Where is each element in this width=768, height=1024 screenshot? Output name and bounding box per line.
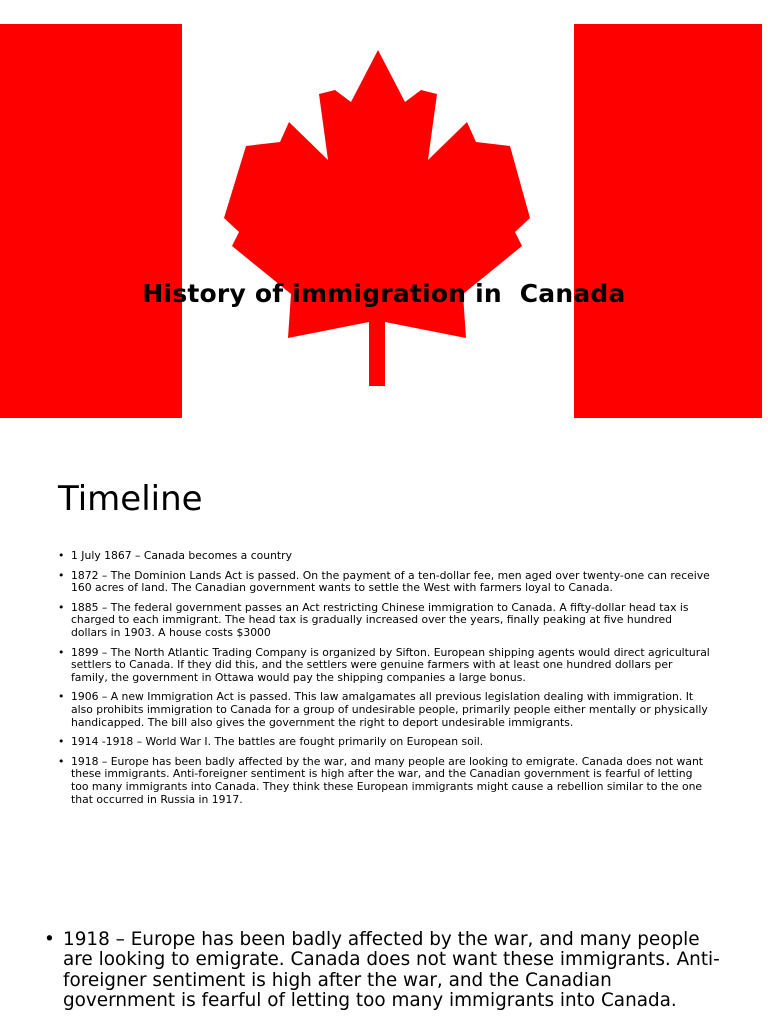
detail-slide [0,918,768,1024]
timeline-item: • 1 July 1867 – Canada becomes a country [58,550,710,563]
title-slide [0,24,768,418]
timeline-item: • 1885 – The federal government passes an Act restricting Chinese immigration to Canada. A fifty-dollar head tax is charged to each immigrant. The head tax is gradually increased over the years, finally peaking at five hundred dollars in 1903. A house costs $3000 [58,602,710,640]
timeline-item: • 1918 – Europe has been badly affected by the war, and many people are looking to emigrate. Canada does not want these immigrants. Anti-foreigner sentiment is high after the war, and the Canadian government is fearful of letting too many immigrants into Canada. They think these European immigrants might cause a rebellion similar to the one that occurred in Russia in 1917. [58,756,710,806]
timeline-item: • 1899 – The North Atlantic Trading Company is organized by Sifton. European shipping agents would direct agricultural settlers to Canada. If they did this, and the settlers were genuine farmers with at least one hundred dollars per family, the government in Ottawa would pay the shipping companies a large bonus. [58,647,710,685]
timeline-item: • 1914 -1918 – World War I. The battles are fought primarily on European soil. [58,736,710,749]
timeline-list [58,550,710,813]
detail-list [44,930,724,1012]
flag-left-red-bar [0,24,182,418]
slide-title: History of immigration in Canada [142,279,626,308]
timeline-item: • 1906 – A new Immigration Act is passed. This law amalgamates all previous legislation dealing with immigration. It also prohibits immigration to Canada for a group of undesirable people, primarily people either mentally or physically handicapped. The bill also gives the government the right to deport undesirable immigrants. [58,691,710,729]
flag-right-red-bar [574,24,762,418]
timeline-heading: Timeline [58,479,203,519]
maple-leaf-icon [218,50,538,390]
timeline-item: • 1872 – The Dominion Lands Act is passed. On the payment of a ten-dollar fee, men aged over twenty-one can receive 160 acres of land. The Canadian government wants to settle the West with farmers loyal to Canada. [58,570,710,595]
timeline-slide [0,452,768,872]
detail-item: • 1918 – Europe has been badly affected by the war, and many people are looking to emigrate. Canada does not want these immigrants. Anti-foreigner sentiment is high after the war, and the Canadian government is fearful of letting too many immigrants into Canada. [44,930,724,1012]
